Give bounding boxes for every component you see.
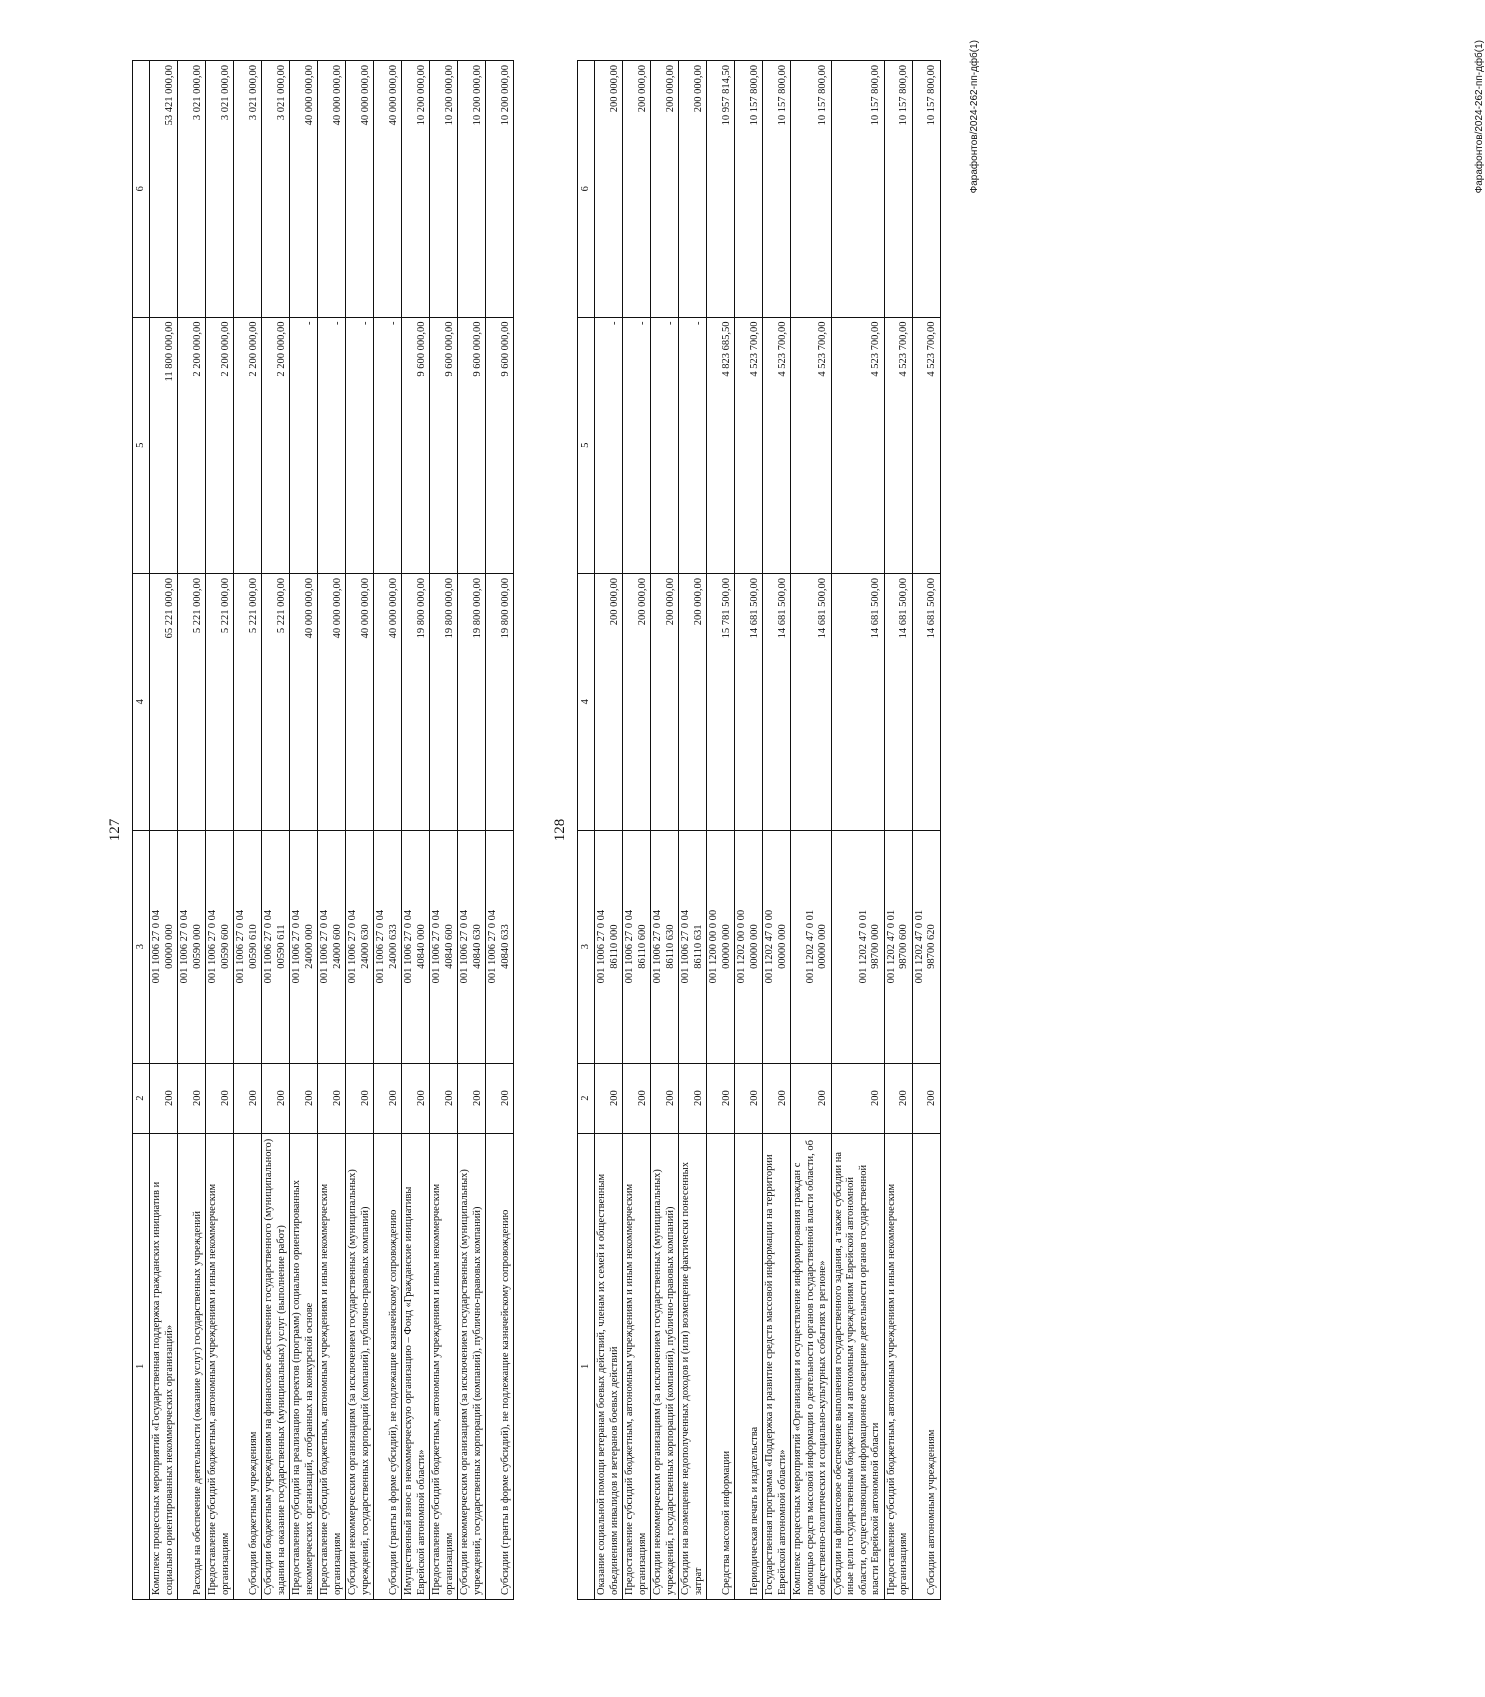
- row-amount-5-cell: 11 800 000,00: [150, 317, 178, 574]
- row-amount-6-cell: 200 000,00: [623, 61, 651, 318]
- row-code-cell: 001 1006 27 0 04 86110 000: [595, 830, 623, 1063]
- table-row: [262, 61, 290, 1600]
- row-grbs-cell: 200: [374, 1063, 402, 1133]
- column-header: 4: [133, 574, 150, 831]
- row-amount-5-cell: 9 600 000,00: [402, 317, 430, 574]
- row-amount-total-cell: 5 221 000,00: [262, 574, 290, 831]
- row-amount-5-cell: 9 600 000,00: [486, 317, 514, 574]
- table-row: [290, 61, 318, 1600]
- column-header: 2: [133, 1063, 150, 1133]
- column-header: 1: [578, 1133, 595, 1599]
- table-row: [763, 61, 791, 1600]
- table-row: [884, 61, 912, 1600]
- row-amount-5-cell: -: [346, 317, 374, 574]
- row-name-cell: Субсидии (гранты в форме субсидий), не подлежащие казначейскому сопровождению: [374, 1133, 402, 1599]
- column-header: 6: [578, 61, 595, 318]
- column-header: 2: [578, 1063, 595, 1133]
- row-grbs-cell: 200: [150, 1063, 178, 1133]
- row-amount-5-cell: -: [679, 317, 707, 574]
- page-number: 128: [552, 818, 568, 842]
- row-code-cell: 001 1202 47 0 01 00000 000: [791, 830, 832, 1063]
- row-name-cell: Субсидии бюджетным учреждениям: [234, 1133, 262, 1599]
- row-code-cell: 001 1202 47 0 01 98700 620: [912, 830, 940, 1063]
- row-amount-total-cell: 19 800 000,00: [458, 574, 486, 831]
- row-amount-6-cell: 53 421 000,00: [150, 61, 178, 318]
- column-header: 6: [133, 61, 150, 318]
- document-page-128: [545, 40, 1485, 1620]
- row-code-cell: 001 1006 27 0 04 24000 000: [290, 830, 318, 1063]
- row-name-cell: Субсидии некоммерческим организациям (за исключением государственных (муниципальных) учреждений, государственных корпораций (компаний), публично-правовых компаний): [458, 1133, 486, 1599]
- row-name-cell: Предоставление субсидий бюджетным, автономным учреждениям и иным некоммерческим организациям: [206, 1133, 234, 1599]
- row-amount-total-cell: 65 221 000,00: [150, 574, 178, 831]
- row-grbs-cell: 200: [318, 1063, 346, 1133]
- row-grbs-cell: 200: [486, 1063, 514, 1133]
- column-header: 3: [578, 830, 595, 1063]
- row-amount-6-cell: 3 021 000,00: [234, 61, 262, 318]
- row-amount-6-cell: 10 157 800,00: [912, 61, 940, 318]
- row-amount-5-cell: 4 523 700,00: [831, 317, 884, 574]
- row-amount-6-cell: 10 157 800,00: [884, 61, 912, 318]
- document-footer-code: Фарафонтов/2024-262-пп-дфб(1): [969, 40, 980, 194]
- row-amount-total-cell: 14 681 500,00: [831, 574, 884, 831]
- table-header-row: [133, 61, 150, 1600]
- table-row: [623, 61, 651, 1600]
- row-grbs-cell: 200: [679, 1063, 707, 1133]
- row-amount-5-cell: 4 523 700,00: [912, 317, 940, 574]
- row-amount-5-cell: 2 200 000,00: [262, 317, 290, 574]
- row-amount-total-cell: 19 800 000,00: [430, 574, 458, 831]
- table-row: [430, 61, 458, 1600]
- row-code-cell: 001 1006 27 0 04 86110 630: [651, 830, 679, 1063]
- row-amount-6-cell: 3 021 000,00: [178, 61, 206, 318]
- row-name-cell: Субсидии некоммерческим организациям (за исключением государственных (муниципальных) учреждений, государственных корпораций (компаний), публично-правовых компаний): [346, 1133, 374, 1599]
- row-amount-total-cell: 14 681 500,00: [884, 574, 912, 831]
- row-amount-total-cell: 14 681 500,00: [791, 574, 832, 831]
- row-code-cell: 001 1006 27 0 04 40840 000: [402, 830, 430, 1063]
- table-row: [346, 61, 374, 1600]
- row-amount-total-cell: 19 800 000,00: [486, 574, 514, 831]
- row-grbs-cell: 200: [595, 1063, 623, 1133]
- row-amount-6-cell: 3 021 000,00: [206, 61, 234, 318]
- table-row: [402, 61, 430, 1600]
- row-amount-5-cell: -: [595, 317, 623, 574]
- row-name-cell: Имущественный взнос в некоммерческую организацию – Фонд «Гражданские инициативы Еврейской автономной области»: [402, 1133, 430, 1599]
- row-code-cell: 001 1006 27 0 04 40840 630: [458, 830, 486, 1063]
- row-name-cell: Субсидии бюджетным учреждениям на финансовое обеспечение государственного (муниципального) задания на оказание государственных (муниципальных) услуг (выполнение работ): [262, 1133, 290, 1599]
- row-amount-total-cell: 200 000,00: [623, 574, 651, 831]
- row-code-cell: 001 1006 27 0 04 86110 631: [679, 830, 707, 1063]
- row-grbs-cell: 200: [791, 1063, 832, 1133]
- row-code-cell: 001 1006 27 0 04 86110 600: [623, 830, 651, 1063]
- row-grbs-cell: 200: [707, 1063, 735, 1133]
- row-name-cell: Предоставление субсидий на реализацию проектов (программ) социально ориентированных некоммерческих организаций, отобранных на конкурсной основе: [290, 1133, 318, 1599]
- row-amount-total-cell: 40 000 000,00: [290, 574, 318, 831]
- table-row: [234, 61, 262, 1600]
- table-row: [595, 61, 623, 1600]
- row-code-cell: 001 1006 27 0 04 00590 611: [262, 830, 290, 1063]
- row-grbs-cell: 200: [206, 1063, 234, 1133]
- row-amount-6-cell: 10 200 000,00: [402, 61, 430, 318]
- row-name-cell: Предоставление субсидий бюджетным, автономным учреждениям и иным некоммерческим организациям: [430, 1133, 458, 1599]
- row-amount-6-cell: 40 000 000,00: [318, 61, 346, 318]
- table-row: [150, 61, 178, 1600]
- row-grbs-cell: 200: [884, 1063, 912, 1133]
- row-amount-6-cell: 40 000 000,00: [346, 61, 374, 318]
- row-code-cell: 001 1006 27 0 04 40840 600: [430, 830, 458, 1063]
- row-grbs-cell: 200: [234, 1063, 262, 1133]
- row-code-cell: 001 1006 27 0 04 24000 600: [318, 830, 346, 1063]
- row-amount-total-cell: 200 000,00: [679, 574, 707, 831]
- row-amount-total-cell: 14 681 500,00: [763, 574, 791, 831]
- row-amount-total-cell: 5 221 000,00: [206, 574, 234, 831]
- row-code-cell: 001 1006 27 0 04 24000 633: [374, 830, 402, 1063]
- row-code-cell: 001 1202 47 0 00 00000 000: [763, 830, 791, 1063]
- row-amount-5-cell: 4 523 700,00: [791, 317, 832, 574]
- row-amount-5-cell: -: [290, 317, 318, 574]
- table-row: [374, 61, 402, 1600]
- table-row: [791, 61, 832, 1600]
- row-name-cell: Комплекс процессных мероприятий «Государственная поддержка гражданских инициатив и социально ориентированных некоммерческих организаций»: [150, 1133, 178, 1599]
- row-amount-6-cell: 3 021 000,00: [262, 61, 290, 318]
- row-code-cell: 001 1006 27 0 04 40840 633: [486, 830, 514, 1063]
- row-amount-total-cell: 19 800 000,00: [402, 574, 430, 831]
- row-amount-total-cell: 200 000,00: [651, 574, 679, 831]
- row-amount-5-cell: -: [651, 317, 679, 574]
- row-code-cell: 001 1200 00 0 00 00000 000: [707, 830, 735, 1063]
- row-name-cell: Периодическая печать и издательства: [735, 1133, 763, 1599]
- row-amount-5-cell: 4 523 700,00: [884, 317, 912, 574]
- row-code-cell: 001 1006 27 0 04 00590 610: [234, 830, 262, 1063]
- row-grbs-cell: 200: [402, 1063, 430, 1133]
- row-name-cell: Субсидии на возмещение недополученных доходов и (или) возмещение фактически понесенных затрат: [679, 1133, 707, 1599]
- row-name-cell: Государственная программа «Поддержка и развитие средств массовой информации на территории Еврейской автономной области»: [763, 1133, 791, 1599]
- row-amount-total-cell: 15 781 500,00: [707, 574, 735, 831]
- column-header: 1: [133, 1133, 150, 1599]
- row-amount-6-cell: 10 200 000,00: [458, 61, 486, 318]
- row-grbs-cell: 200: [430, 1063, 458, 1133]
- row-amount-6-cell: 10 157 800,00: [831, 61, 884, 318]
- row-grbs-cell: 200: [763, 1063, 791, 1133]
- row-amount-5-cell: 4 523 700,00: [735, 317, 763, 574]
- table-row: [651, 61, 679, 1600]
- column-header: 3: [133, 830, 150, 1063]
- row-name-cell: Субсидии некоммерческим организациям (за исключением государственных (муниципальных) учреждений, государственных корпораций (компаний), публично-правовых компаний): [651, 1133, 679, 1599]
- row-amount-5-cell: 4 823 685,50: [707, 317, 735, 574]
- row-amount-5-cell: 4 523 700,00: [763, 317, 791, 574]
- table-row: [831, 61, 884, 1600]
- row-amount-5-cell: 9 600 000,00: [430, 317, 458, 574]
- row-amount-6-cell: 40 000 000,00: [290, 61, 318, 318]
- column-header: 5: [578, 317, 595, 574]
- row-amount-5-cell: -: [318, 317, 346, 574]
- budget-table: [132, 60, 514, 1600]
- row-grbs-cell: 200: [623, 1063, 651, 1133]
- row-amount-5-cell: -: [374, 317, 402, 574]
- row-code-cell: 001 1006 27 0 04 00590 000: [178, 830, 206, 1063]
- row-amount-total-cell: 200 000,00: [595, 574, 623, 831]
- row-amount-5-cell: 2 200 000,00: [206, 317, 234, 574]
- row-amount-5-cell: 2 200 000,00: [178, 317, 206, 574]
- page-number: 127: [107, 818, 123, 842]
- row-name-cell: Предоставление субсидий бюджетным, автономным учреждениям и иным некоммерческим организациям: [318, 1133, 346, 1599]
- table-row: [735, 61, 763, 1600]
- table-row: [707, 61, 735, 1600]
- row-amount-6-cell: 10 200 000,00: [430, 61, 458, 318]
- row-amount-6-cell: 10 157 800,00: [735, 61, 763, 318]
- row-name-cell: Комплекс процессных мероприятий «Организация и осуществление информирования граждан с помощью средств массовой информации о деятельности органов государственной власти области, об общественно-политических и социально-культурных событиях в регионе»: [791, 1133, 832, 1599]
- row-amount-6-cell: 200 000,00: [679, 61, 707, 318]
- table-row: [912, 61, 940, 1600]
- table-row: [178, 61, 206, 1600]
- row-grbs-cell: 200: [178, 1063, 206, 1133]
- row-grbs-cell: 200: [290, 1063, 318, 1133]
- table-header-row: [578, 61, 595, 1600]
- row-name-cell: Субсидии (гранты в форме субсидий), не подлежащие казначейскому сопровождению: [486, 1133, 514, 1599]
- row-grbs-cell: 200: [735, 1063, 763, 1133]
- table-row: [458, 61, 486, 1600]
- row-name-cell: Субсидии автономным учреждениям: [912, 1133, 940, 1599]
- table-row: [486, 61, 514, 1600]
- row-code-cell: 001 1202 47 0 01 98700 000: [831, 830, 884, 1063]
- row-grbs-cell: 200: [458, 1063, 486, 1133]
- row-name-cell: Оказание социальной помощи ветеранам боевых действий, членам их семей и общественным объединениям инвалидов и ветеранов боевых действий: [595, 1133, 623, 1599]
- document-footer-code: Фарафонтов/2024-262-пп-дфб(1): [1474, 40, 1485, 194]
- row-name-cell: Расходы на обеспечение деятельности (оказание услуг) государственных учреждений: [178, 1133, 206, 1599]
- row-grbs-cell: 200: [831, 1063, 884, 1133]
- table-row: [318, 61, 346, 1600]
- row-amount-total-cell: 14 681 500,00: [735, 574, 763, 831]
- row-amount-total-cell: 14 681 500,00: [912, 574, 940, 831]
- row-amount-5-cell: -: [623, 317, 651, 574]
- row-name-cell: Средства массовой информации: [707, 1133, 735, 1599]
- row-amount-6-cell: 200 000,00: [651, 61, 679, 318]
- row-code-cell: 001 1202 00 0 00 00000 000: [735, 830, 763, 1063]
- row-code-cell: 001 1202 47 0 01 98700 600: [884, 830, 912, 1063]
- row-code-cell: 001 1006 27 0 04 00590 600: [206, 830, 234, 1063]
- row-amount-6-cell: 200 000,00: [595, 61, 623, 318]
- budget-table: [577, 60, 941, 1600]
- row-amount-total-cell: 5 221 000,00: [234, 574, 262, 831]
- column-header: 5: [133, 317, 150, 574]
- row-amount-6-cell: 40 000 000,00: [374, 61, 402, 318]
- row-amount-6-cell: 10 157 800,00: [763, 61, 791, 318]
- row-amount-total-cell: 40 000 000,00: [318, 574, 346, 831]
- row-amount-6-cell: 10 157 800,00: [791, 61, 832, 318]
- row-amount-5-cell: 2 200 000,00: [234, 317, 262, 574]
- row-code-cell: 001 1006 27 0 04 24000 630: [346, 830, 374, 1063]
- row-grbs-cell: 200: [651, 1063, 679, 1133]
- row-amount-6-cell: 10 200 000,00: [486, 61, 514, 318]
- column-header: 4: [578, 574, 595, 831]
- row-grbs-cell: 200: [346, 1063, 374, 1133]
- table-row: [679, 61, 707, 1600]
- row-name-cell: Субсидии на финансовое обеспечение выполнения государственного задания, а также субсидии на иные цели государственным бюджетным и автономным учреждениям Еврейской автономной области, осуществляющим информационное освещение деятельности органов государственной власти Еврейской автономной области: [831, 1133, 884, 1599]
- row-amount-5-cell: 9 600 000,00: [458, 317, 486, 574]
- table-row: [206, 61, 234, 1600]
- row-amount-total-cell: 40 000 000,00: [374, 574, 402, 831]
- row-amount-total-cell: 5 221 000,00: [178, 574, 206, 831]
- row-grbs-cell: 200: [912, 1063, 940, 1133]
- row-code-cell: 001 1006 27 0 04 00000 000: [150, 830, 178, 1063]
- row-grbs-cell: 200: [262, 1063, 290, 1133]
- row-amount-total-cell: 40 000 000,00: [346, 574, 374, 831]
- row-name-cell: Предоставление субсидий бюджетным, автономным учреждениям и иным некоммерческим организациям: [884, 1133, 912, 1599]
- row-amount-6-cell: 10 957 814,50: [707, 61, 735, 318]
- row-name-cell: Предоставление субсидий бюджетным, автономным учреждениям и иным некоммерческим организациям: [623, 1133, 651, 1599]
